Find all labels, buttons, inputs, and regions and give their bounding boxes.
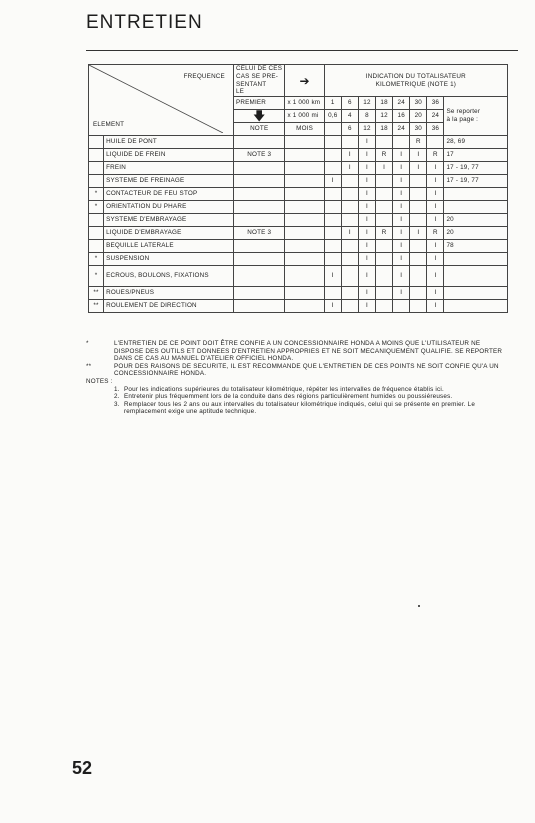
interval-cell: I [393, 253, 410, 266]
km-label: x 1 000 km [285, 97, 324, 110]
interval-cell [341, 240, 358, 253]
interval-cell: I [393, 149, 410, 162]
row-page-ref: 17 - 19, 77 [444, 162, 508, 175]
note-item [86, 401, 510, 416]
interval-cell [376, 136, 393, 149]
interval-cell [341, 214, 358, 227]
row-mark [89, 162, 104, 175]
celui-line: CAS SE PRE- [235, 72, 279, 80]
interval-cell: I [358, 240, 375, 253]
interval-cell: I [358, 287, 375, 300]
interval-cell: I [393, 287, 410, 300]
premier-cell [233, 97, 284, 110]
interval-cell: R [427, 227, 444, 240]
row-spacer [285, 201, 324, 214]
interval-cell: I [427, 201, 444, 214]
interval-cell: I [393, 175, 410, 188]
interval-cell [376, 201, 393, 214]
frequence-label: FREQUENCE [183, 73, 225, 80]
interval-cell: I [358, 266, 375, 287]
row-page-ref: 78 [444, 240, 508, 253]
table-row [89, 162, 508, 175]
interval-cell [410, 253, 427, 266]
row-mark: * [89, 253, 104, 266]
mi-value: 16 [393, 110, 410, 123]
interval-cell [324, 188, 341, 201]
row-note [233, 266, 284, 287]
row-note [233, 253, 284, 266]
interval-cell [341, 201, 358, 214]
row-mark: * [89, 201, 104, 214]
table-row [89, 227, 508, 240]
interval-cell: I [393, 240, 410, 253]
interval-cell [427, 136, 444, 149]
header-row-1 [89, 65, 508, 97]
row-page-ref [444, 253, 508, 266]
interval-cell: I [427, 188, 444, 201]
row-spacer [285, 240, 324, 253]
arrow-down-icon: 🡇 [233, 110, 284, 123]
celui-line: LE [235, 88, 245, 96]
footnote-double-star [86, 363, 510, 378]
row-spacer [285, 287, 324, 300]
interval-cell: I [341, 162, 358, 175]
row-page-ref [444, 300, 508, 313]
interval-cell: I [427, 214, 444, 227]
table-row [89, 214, 508, 227]
maintenance-schedule-table [88, 64, 508, 313]
km-value: 18 [376, 97, 393, 110]
row-element-name: ROUES/PNEUS [104, 287, 234, 300]
row-spacer [285, 136, 324, 149]
interval-cell: R [427, 149, 444, 162]
interval-cell: I [410, 227, 427, 240]
mois-value: 30 [410, 123, 427, 136]
row-page-ref: 17 [444, 149, 508, 162]
interval-cell [341, 253, 358, 266]
table-row [89, 287, 508, 300]
row-mark: * [89, 266, 104, 287]
row-spacer [285, 300, 324, 313]
row-note [233, 214, 284, 227]
interval-cell: I [358, 136, 375, 149]
row-element-name: LIQUIDE D'EMBRAYAGE [104, 227, 234, 240]
interval-cell [410, 214, 427, 227]
row-page-ref [444, 266, 508, 287]
table-row [89, 149, 508, 162]
interval-cell [410, 240, 427, 253]
row-note [233, 136, 284, 149]
row-spacer [285, 227, 324, 240]
row-element-name: HUILE DE PONT [104, 136, 234, 149]
interval-cell [410, 175, 427, 188]
interval-cell [341, 300, 358, 313]
page-number: 52 [72, 758, 93, 778]
note-text: Entretenir plus fréquemment lors de la conduite dans des régions particulièrement humides ou poussiéreuses. [124, 393, 453, 401]
row-note [233, 300, 284, 313]
interval-cell [410, 188, 427, 201]
mois-value: 6 [341, 123, 358, 136]
interval-cell [324, 240, 341, 253]
interval-cell [376, 253, 393, 266]
interval-cell: I [393, 188, 410, 201]
row-element-name: LIQUIDE DE FREIN [104, 149, 234, 162]
mois-value: 36 [427, 123, 444, 136]
frequency-element-header [89, 65, 234, 136]
interval-cell [324, 201, 341, 214]
reporter-line: à la page : [446, 116, 479, 123]
footnote-double-star-text: POUR DES RAISONS DE SECURITE, IL EST RECOMMANDE QUE L'ENTRETIEN DE CES POINTS NE SOIT CONFIE QU'A UN CONCESSIONNAIRE HONDA. [114, 362, 499, 378]
interval-cell [376, 175, 393, 188]
row-spacer [285, 175, 324, 188]
row-mark [89, 175, 104, 188]
interval-cell: I [427, 287, 444, 300]
row-spacer [285, 214, 324, 227]
note-item [86, 393, 510, 401]
row-note [233, 201, 284, 214]
table-row [89, 266, 508, 287]
row-note [233, 175, 284, 188]
table-row [89, 240, 508, 253]
reporter-line: Se reporter [446, 108, 481, 115]
note-text: Pour les indications supérieures du totalisateur kilométrique, répéter les intervalles de fréquence établis ici. [124, 385, 444, 393]
indication-line: KILOMETRIQUE (NOTE 1) [375, 80, 457, 88]
interval-cell: I [358, 188, 375, 201]
row-mark [89, 227, 104, 240]
mi-value: 8 [358, 110, 375, 123]
interval-cell: I [410, 162, 427, 175]
interval-cell [376, 300, 393, 313]
interval-cell: I [427, 162, 444, 175]
interval-cell: I [393, 162, 410, 175]
interval-cell: I [358, 214, 375, 227]
interval-cell: I [410, 149, 427, 162]
km-value: 36 [427, 97, 444, 110]
interval-cell: I [393, 266, 410, 287]
km-value: 12 [358, 97, 375, 110]
interval-cell [324, 162, 341, 175]
row-element-name: ORIENTATION DU PHARE [104, 201, 234, 214]
element-label: ELEMENT [93, 121, 125, 128]
row-element-name: CONTACTEUR DE FEU STOP [104, 188, 234, 201]
interval-cell [324, 149, 341, 162]
notes-label: NOTES : [86, 377, 113, 385]
row-mark [89, 136, 104, 149]
note-number: 3. [114, 400, 120, 408]
note-item [86, 386, 510, 394]
mi-value: 0,6 [324, 110, 341, 123]
interval-cell [324, 253, 341, 266]
interval-cell [341, 136, 358, 149]
interval-cell: I [324, 300, 341, 313]
km-value: 30 [410, 97, 427, 110]
interval-cell [324, 214, 341, 227]
interval-cell [376, 240, 393, 253]
row-mark: ** [89, 300, 104, 313]
interval-cell [324, 227, 341, 240]
interval-cell: I [358, 175, 375, 188]
interval-cell: I [427, 253, 444, 266]
interval-cell: R [410, 136, 427, 149]
interval-cell [376, 287, 393, 300]
table-row [89, 300, 508, 313]
interval-cell: I [358, 253, 375, 266]
arrow-right-icon: ➔ [285, 65, 324, 97]
interval-cell: I [393, 227, 410, 240]
row-element-name: SYSTEME D'EMBRAYAGE [104, 214, 234, 227]
interval-cell [341, 175, 358, 188]
interval-cell [376, 266, 393, 287]
interval-cell: I [324, 175, 341, 188]
footnote-star-text: L'ENTRETIEN DE CE POINT DOIT ÊTRE CONFIE A UN CONCESSIONNAIRE HONDA A MOINS QUE L'UTILISATEUR NE DISPOSE DES OUTILS ET DONNEES D'ENTRETIEN APPROPRIES ET NE SOIT MECANIQUEMENT QUALIFIE. SE REPORTER DANS CE CAS AU MANUEL D'ATELIER OFFICIEL HONDA. [114, 340, 503, 363]
interval-cell: I [358, 149, 375, 162]
title-rule [86, 50, 518, 51]
row-note [233, 240, 284, 253]
row-element-name: ROULEMENT DE DIRECTION [104, 300, 234, 313]
mois-label: MOIS [285, 123, 324, 136]
footnote-star [86, 340, 510, 363]
mi-value: 20 [410, 110, 427, 123]
mois-value: 18 [376, 123, 393, 136]
interval-cell: R [376, 149, 393, 162]
schedule-body [89, 136, 508, 313]
interval-cell: R [376, 227, 393, 240]
row-page-ref: 28, 69 [444, 136, 508, 149]
interval-cell [341, 188, 358, 201]
interval-cell: I [427, 300, 444, 313]
row-spacer [285, 149, 324, 162]
table-row [89, 253, 508, 266]
note-label: NOTE [233, 123, 284, 136]
row-page-ref: 20 [444, 227, 508, 240]
mi-label: x 1 000 mi [285, 110, 324, 123]
row-mark [89, 240, 104, 253]
reporter-cell [444, 97, 508, 136]
row-spacer [285, 188, 324, 201]
interval-cell [376, 188, 393, 201]
interval-cell: I [393, 201, 410, 214]
celui-line: SENTANT [235, 80, 267, 88]
stray-dot [418, 605, 420, 607]
row-page-ref [444, 201, 508, 214]
note-number: 1. [114, 385, 120, 393]
celui-line: CELUI DE CES [235, 65, 283, 73]
celui-cell [233, 65, 284, 97]
table-row [89, 175, 508, 188]
interval-cell [393, 300, 410, 313]
row-note [233, 162, 284, 175]
interval-cell: I [341, 227, 358, 240]
row-element-name: SYSTEME DE FREINAGE [104, 175, 234, 188]
mi-value: 4 [341, 110, 358, 123]
row-spacer [285, 162, 324, 175]
interval-cell [410, 287, 427, 300]
km-value: 24 [393, 97, 410, 110]
interval-cell: I [393, 214, 410, 227]
interval-cell [410, 266, 427, 287]
row-page-ref: 20 [444, 214, 508, 227]
interval-cell: I [358, 162, 375, 175]
row-note [233, 287, 284, 300]
page-title: ENTRETIEN [86, 12, 203, 33]
interval-cell [410, 201, 427, 214]
interval-cell: I [427, 175, 444, 188]
row-mark: ** [89, 287, 104, 300]
footnote-double-star-mark: ** [86, 362, 92, 370]
km-value: 1 [324, 97, 341, 110]
row-mark [89, 149, 104, 162]
interval-cell [341, 266, 358, 287]
interval-cell [410, 300, 427, 313]
interval-cell: I [427, 266, 444, 287]
interval-cell [341, 287, 358, 300]
premier-label: PREMIER [235, 99, 267, 106]
row-spacer [285, 253, 324, 266]
interval-cell: I [358, 300, 375, 313]
mois-value: 24 [393, 123, 410, 136]
interval-cell [393, 136, 410, 149]
row-element-name: FREIN [104, 162, 234, 175]
table-row [89, 188, 508, 201]
interval-cell: I [358, 227, 375, 240]
row-spacer [285, 266, 324, 287]
mois-value [324, 123, 341, 136]
mois-value: 12 [358, 123, 375, 136]
row-mark [89, 214, 104, 227]
row-element-name: BEQUILLE LATERALE [104, 240, 234, 253]
mi-value: 24 [427, 110, 444, 123]
row-page-ref: 17 - 19, 77 [444, 175, 508, 188]
footnotes [86, 340, 510, 416]
row-element-name: ECROUS, BOULONS, FIXATIONS [104, 266, 234, 287]
note-text: Remplacer tous les 2 ans ou aux intervalles du totalisateur kilométrique indiqués, celui qui se présente en premier. Le remplacement exige une aptitude technique. [124, 400, 476, 416]
row-note [233, 188, 284, 201]
interval-cell [324, 136, 341, 149]
notes-block [86, 378, 510, 386]
interval-cell: I [341, 149, 358, 162]
row-mark: * [89, 188, 104, 201]
row-page-ref [444, 188, 508, 201]
row-note: NOTE 3 [233, 149, 284, 162]
interval-cell: I [324, 266, 341, 287]
indication-line: INDICATION DU TOTALISATEUR [365, 72, 466, 80]
table-row [89, 136, 508, 149]
row-page-ref [444, 287, 508, 300]
mi-value: 12 [376, 110, 393, 123]
footnote-star-mark: * [86, 340, 89, 347]
interval-cell [324, 287, 341, 300]
indication-header [324, 65, 507, 97]
interval-cell: I [376, 162, 393, 175]
note-number: 2. [114, 393, 120, 401]
interval-cell: I [427, 240, 444, 253]
row-element-name: SUSPENSION [104, 253, 234, 266]
interval-cell: I [358, 201, 375, 214]
interval-cell [376, 214, 393, 227]
row-note: NOTE 3 [233, 227, 284, 240]
table-row [89, 201, 508, 214]
km-value: 6 [341, 97, 358, 110]
